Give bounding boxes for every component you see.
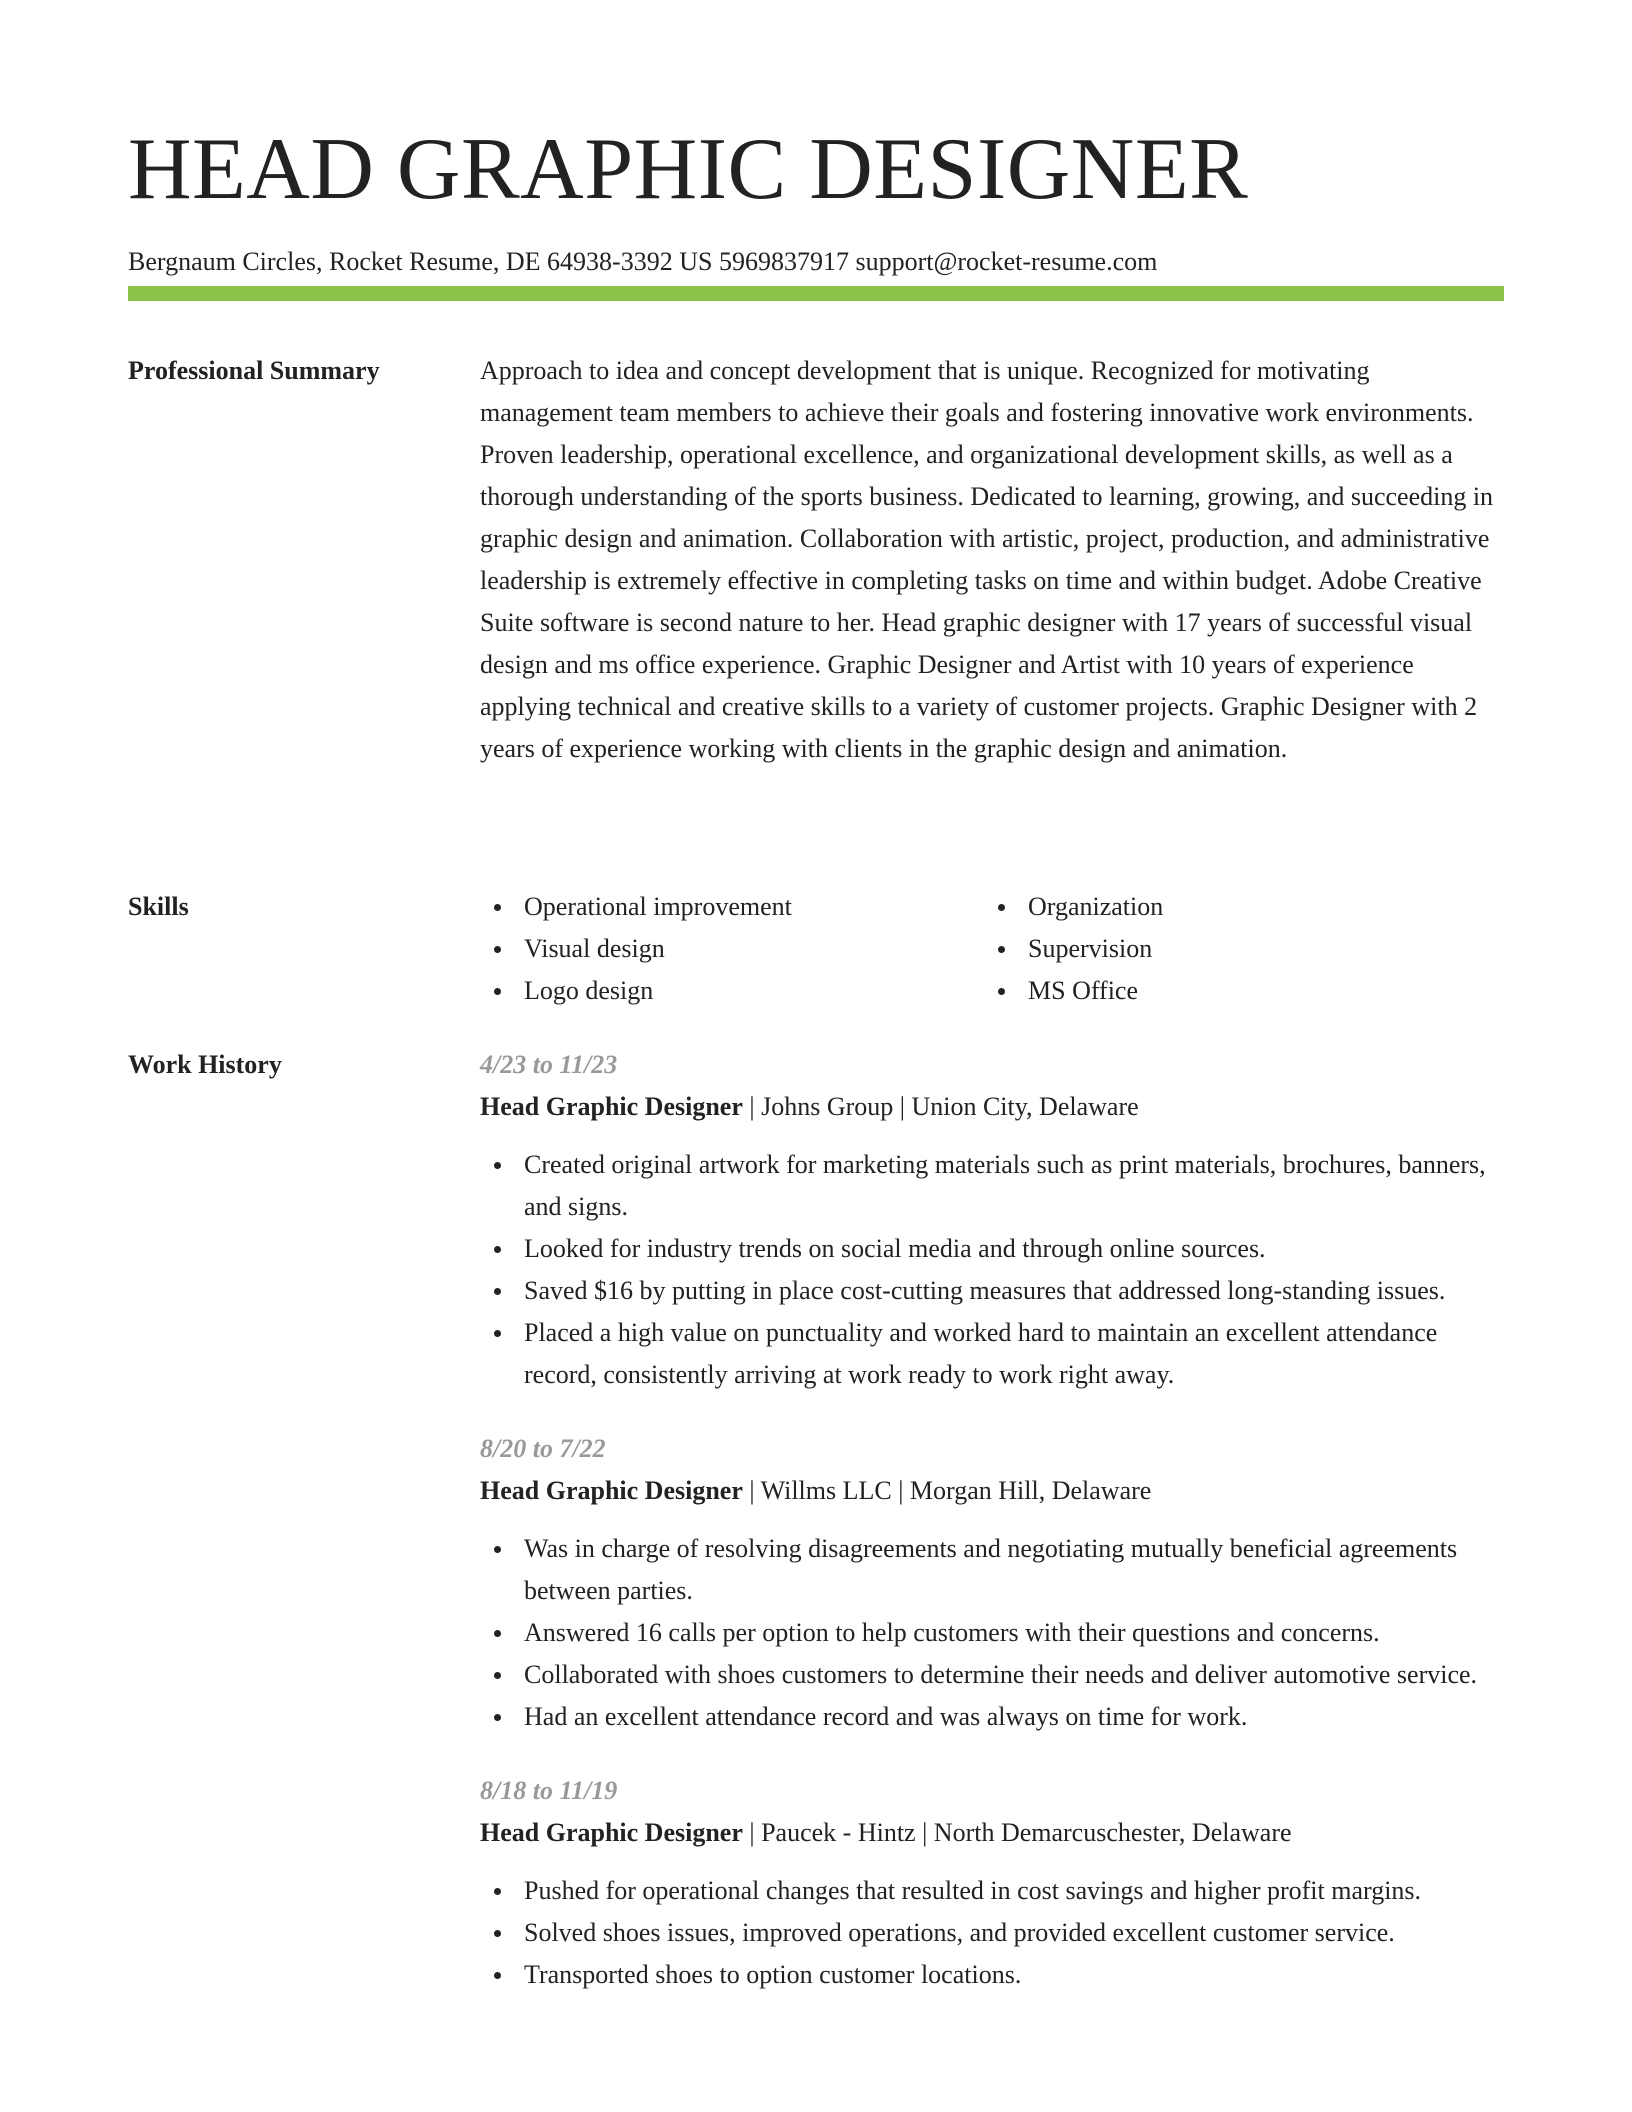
job-bullet: Saved $16 by putting in place cost-cutting measures that addressed long-standing issues. [480,1270,1504,1312]
skills-heading: Skills [128,892,189,921]
job-bullets [480,1870,1504,1996]
job-dates: 8/18 to 11/19 [480,1776,618,1805]
job-bullet: Collaborated with shoes customers to determine their needs and deliver automotive service. [480,1654,1504,1696]
job-bullet: Looked for industry trends on social media and through online sources. [480,1228,1504,1270]
contact-phone: 5969837917 [718,247,849,276]
summary-text: Approach to idea and concept development that is unique. Recognized for motivating management team members to achieve their goals and fostering innovative work environments. Proven leadership, operational excellence, and organizational development skills, as well as a thorough understanding of the sports business. Dedicated to learning, growing, and succeeding in graphic design and animation. Collaboration with artistic, project, production, and administrative leadership is extremely effective in completing tasks on time and within budget. Adobe Creative Suite software is second nature to her. Head graphic designer with 17 years of successful visual design and ms office experience. Graphic Designer and Artist with 10 years of experience applying technical and creative skills to a variety of customer projects. Graphic Designer with 2 years of experience working with clients in the graphic design and animation. [480,356,1494,763]
skills-column-1 [480,886,984,1012]
skills-body [480,886,1504,1012]
job-title-line [480,1470,1504,1512]
resume-header [128,118,1504,280]
job-bullet: Solved shoes issues, improved operations, and provided excellent customer service. [480,1912,1504,1954]
skill-item: Supervision [984,928,1488,970]
job-bullets [480,1528,1504,1738]
contact-line [128,244,1504,280]
job-dates: 8/20 to 7/22 [480,1434,606,1463]
job-bullets [480,1144,1504,1396]
job-company-location: | Johns Group | Union City, Delaware [742,1092,1139,1121]
contact-address: Bergnaum Circles, Rocket Resume, DE 64938-3392 US [128,247,713,276]
contact-email: support@rocket-resume.com [855,247,1158,276]
skill-item: Operational improvement [480,886,984,928]
job-title-line [480,1086,1504,1128]
summary-body [480,350,1504,770]
job-dates: 4/23 to 11/23 [480,1050,618,1079]
job-bullet: Transported shoes to option customer locations. [480,1954,1504,1996]
skill-item: MS Office [984,970,1488,1012]
job-company-location: | Willms LLC | Morgan Hill, Delaware [742,1476,1152,1505]
accent-divider [128,286,1504,301]
job-bullet: Placed a high value on punctuality and worked hard to maintain an excellent attendance record, consistently arriving at work ready to work right away. [480,1312,1504,1396]
job-bullet: Pushed for operational changes that resulted in cost savings and higher profit margins. [480,1870,1504,1912]
job-bullet: Created original artwork for marketing materials such as print materials, brochures, banners, and signs. [480,1144,1504,1228]
job-title: Head Graphic Designer [480,1818,743,1847]
skills-column-2 [984,886,1488,1012]
skills-columns [480,886,1504,1012]
skill-item: Visual design [480,928,984,970]
candidate-name: HEAD GRAPHIC DESIGNER [128,121,1249,218]
work-history-heading: Work History [128,1050,282,1079]
job-title: Head Graphic Designer [480,1476,743,1505]
work-history-body [480,1044,1504,2028]
job-entry [480,1044,1504,1396]
job-bullet: Had an excellent attendance record and was always on time for work. [480,1696,1504,1738]
skill-item: Logo design [480,970,984,1012]
job-title: Head Graphic Designer [480,1092,743,1121]
job-company-location: | Paucek - Hintz | North Demarcuschester, Delaware [742,1818,1292,1847]
job-title-line [480,1812,1504,1854]
job-bullet: Was in charge of resolving disagreements and negotiating mutually beneficial agreements between parties. [480,1528,1504,1612]
job-bullet: Answered 16 calls per option to help customers with their questions and concerns. [480,1612,1504,1654]
summary-heading: Professional Summary [128,356,380,385]
job-entry [480,1770,1504,1996]
job-entry [480,1428,1504,1738]
skill-item: Organization [984,886,1488,928]
